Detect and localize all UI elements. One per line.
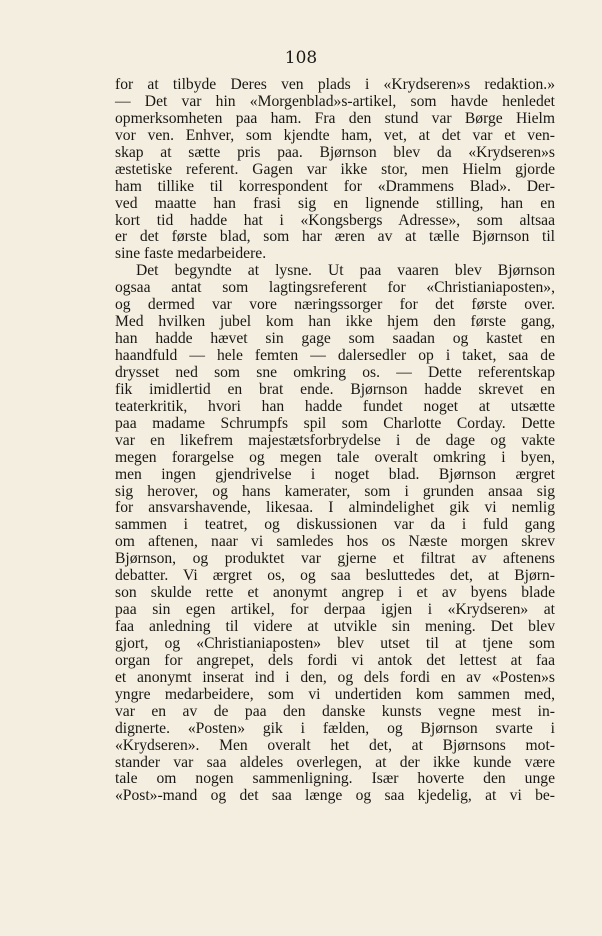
text-line: han hadde hævet sin gage som saadan og kastet en xyxy=(115,330,555,348)
text-line: ham tillike til korrespondent for «Drammens Blad». Der- xyxy=(115,177,555,195)
text-line: Bjørnson, og produktet var gjerne et filtrat av aftenens xyxy=(115,550,555,568)
text-line: og dermed var vore næringssorger for det første over. xyxy=(115,296,555,314)
text-line: debatter. Vi ærgret os, og saa besluttedes det, at Bjørn- xyxy=(115,567,555,585)
text-line: for at tilbyde Deres ven plads i «Krydseren»s redaktion.» xyxy=(115,76,555,93)
text-line: «Krydseren». Men overalt het det, at Bjørnsons mot- xyxy=(115,736,555,754)
text-line: var en likefrem majestætsforbrydelse i de dage og vakte xyxy=(115,431,555,449)
text-line: kort tid hadde hat i «Kongsbergs Adresse», som altsaa xyxy=(115,211,555,229)
text-line: er det første blad, som har æren av at tælle Bjørnson til xyxy=(115,228,555,246)
text-line: opmerksomheten paa ham. Fra den stund var Børge Hielm xyxy=(115,109,555,127)
text-line: om aftenen, naar vi samledes hos os Næste morgen skrev xyxy=(115,533,555,551)
text-line: dignerte. «Posten» gik i fælden, og Bjørnson svarte i xyxy=(115,719,555,737)
text-line: men ingen gjendrivelse i noget blad. Bjørnson ærgret xyxy=(115,465,555,483)
text-line: paa madame Schrumpfs spil som Charlotte Corday. Dette xyxy=(115,414,555,432)
text-line: vor ven. Enhver, som kjendte ham, vet, at det var et ven- xyxy=(115,126,555,144)
text-line: sig herover, og hans kamerater, som i grunden ansaa sig xyxy=(115,482,555,500)
body-text xyxy=(115,77,555,805)
text-line: yngre medarbeidere, som vi undertiden kom sammen med, xyxy=(115,685,555,703)
text-line: stander var saa aldeles overlegen, at der ikke kunde være xyxy=(115,753,555,771)
text-line: Det begyndte at lysne. Ut paa vaaren blev Bjørnson xyxy=(136,262,555,280)
text-line: Med hvilken jubel kom han ikke hjem den første gang, xyxy=(115,313,555,331)
text-line: et anonymt inserat ind i den, og dels fordi en av «Posten»s xyxy=(115,668,555,686)
text-line: skap at sætte pris paa. Bjørnson blev da «Krydseren»s xyxy=(115,143,555,161)
text-line: for ansvarshavende, likesaa. I almindelighet gik vi nemlig xyxy=(115,499,555,517)
text-line: paa sin egen artikel, for derpaa igjen i «Krydseren» at xyxy=(115,601,555,619)
text-line: megen forargelse og megen tale overalt omkring i byen, xyxy=(115,448,555,466)
text-line: tale om nogen sammenligning. Især hoverte den unge xyxy=(115,770,555,788)
text-line: æstetiske referent. Gagen var ikke stor, men Hielm gjorde xyxy=(115,160,555,178)
text-line: var en av de paa den danske kunsts vegne mest in- xyxy=(115,702,555,720)
text-line: sammen i teatret, og diskussionen var da i fuld gang xyxy=(115,516,555,534)
text-line: gjort, og «Christianiaposten» blev utset til at tjene som xyxy=(115,634,555,652)
text-line: teaterkritik, hvori han hadde fundet noget at utsætte xyxy=(115,397,555,415)
text-line: ogsaa antat som lagtingsreferent for «Christianiaposten», xyxy=(115,279,555,297)
text-line: «Post»-mand og det saa længe og saa kjedelig, at vi be- xyxy=(115,787,555,805)
text-line: son skulde rette et anonymt angrep i et av byens blade xyxy=(115,584,555,602)
text-line: sine faste medarbeidere. xyxy=(115,245,267,263)
page-number: 108 xyxy=(284,48,318,68)
text-line: — Det var hin «Morgenblad»s-artikel, som havde henledet xyxy=(115,92,555,110)
text-line: fik imidlertid en brat ende. Bjørnson hadde skrevet en xyxy=(115,380,555,398)
text-line: organ for angrepet, dels fordi vi antok det lettest at faa xyxy=(115,651,555,669)
text-line: haandfuld — hele femten — dalersedler op i taket, saa de xyxy=(115,347,555,364)
text-line: faa anledning til videre at utvikle sin mening. Det blev xyxy=(115,618,555,635)
text-line: drysset ned som sne omkring os. — Dette referentskap xyxy=(115,363,555,381)
text-line: ved maatte han frasi sig en lignende stilling, han en xyxy=(115,194,555,212)
